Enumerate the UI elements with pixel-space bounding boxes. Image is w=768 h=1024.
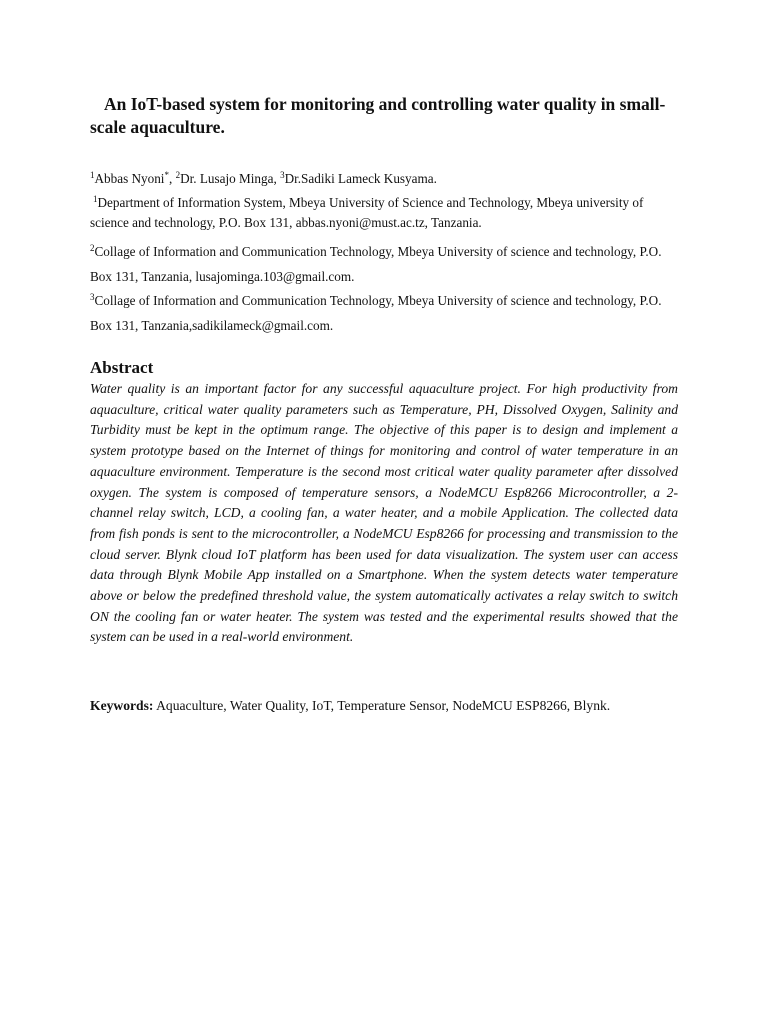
author-list — [90, 170, 690, 188]
affiliation-index: 2 — [90, 243, 95, 253]
author-separator: , — [273, 171, 281, 186]
affiliation — [90, 289, 680, 338]
author-name: Dr. Lusajo Minga — [180, 171, 274, 186]
keywords — [90, 697, 690, 715]
corresponding-mark: * — [164, 170, 169, 180]
affiliation-text: Department of Information System, Mbeya University of Science and Technology, Mbeya university of science and technology, P.O. Box 131, abbas.nyoni@must.ac.tz, Tanzania. — [90, 195, 644, 230]
author — [280, 171, 437, 186]
abstract-text: Water quality is an important factor for any successful aquaculture project. For high productivity from aquaculture, critical water quality parameters such as Temperature, PH, Dissolved Oxygen, Salinity and Turbidity must be kept in the optimum range. The objective of this paper is to design and implement a system prototype based on the Internet of things for monitoring and control of water temperature in an aquaculture environment. Temperature is the second most critical water quality parameter after dissolved oxygen. The system is composed of temperature sensors, a NodeMCU Esp8266 Microcontroller, a 2-channel relay switch, LCD, a cooling fan, a water heater, and a mobile Application. The collected data from fish ponds is sent to the microcontroller, a NodeMCU Esp8266 for processing and transmission to the cloud server. Blynk cloud IoT platform has been used for data visualization. The system user can access data through Blynk Mobile App installed on a Smartphone. When the system detects water temperature above or below the predefined threshold value, the system automatically activates a relay switch to switch ON the cooling fan or water heater. The system was tested and the experimental results showed that the system can be used in a real-world environment. — [90, 381, 678, 645]
keywords-list: Aquaculture, Water Quality, IoT, Temperature Sensor, NodeMCU ESP8266, Blynk. — [153, 698, 611, 713]
author-index: 1 — [90, 170, 95, 180]
author-name: Abbas Nyoni — [94, 171, 165, 186]
affiliation-index: 3 — [90, 292, 95, 302]
author-index: 2 — [175, 170, 181, 180]
author-name: Dr.Sadiki Lameck Kusyama. — [284, 171, 437, 186]
affiliation-text: Collage of Information and Communication Technology, Mbeya University of science and technology, P.O. Box 131, Tanzania,sadikilameck@gmail.com. — [90, 293, 662, 333]
author — [90, 171, 176, 186]
affiliation-index: 1 — [93, 194, 98, 204]
affiliation — [90, 193, 680, 232]
author-separator: , — [168, 171, 176, 186]
keywords-label: Keywords: — [90, 698, 154, 713]
affiliation-text: Collage of Information and Communication Technology, Mbeya University of science and technology, P.O. Box 131, Tanzania, lusajominga.103@gmail.com. — [90, 244, 662, 284]
affiliation — [90, 240, 680, 289]
paper-title: An IoT-based system for monitoring and controlling water quality in small-scale aquaculture. — [90, 94, 666, 137]
author-index: 3 — [280, 170, 285, 180]
author — [176, 171, 281, 186]
abstract-heading: Abstract — [90, 358, 154, 377]
